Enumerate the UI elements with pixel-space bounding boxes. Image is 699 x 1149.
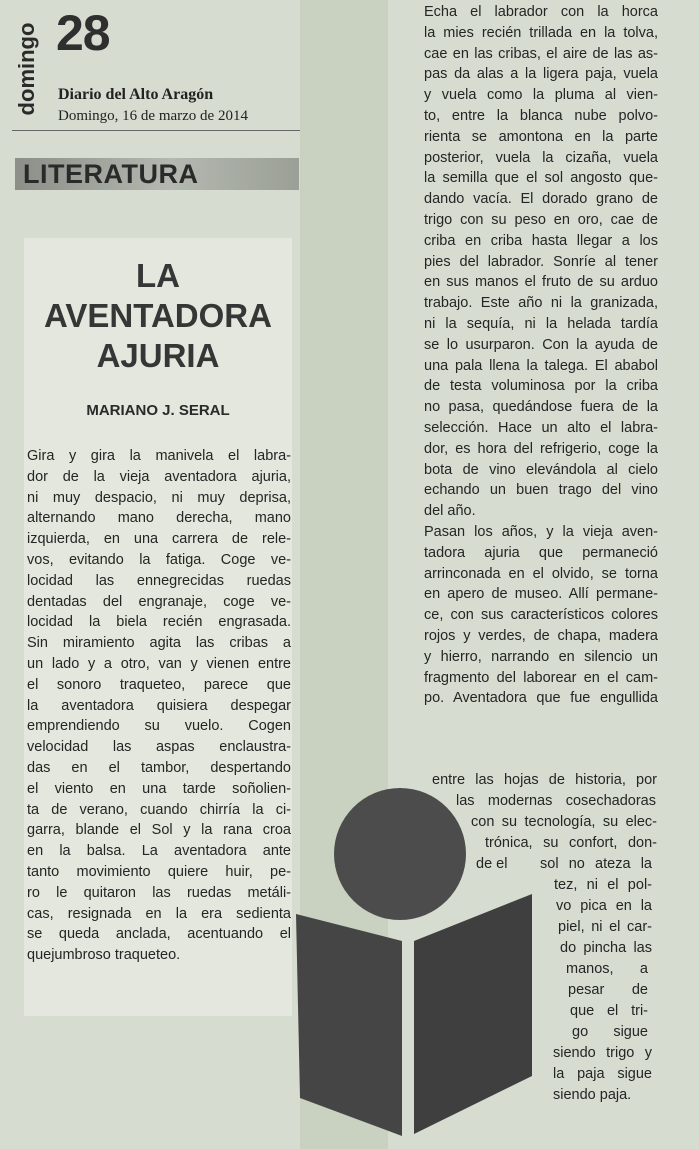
text-line: emprendiendo su vuelo. Cogen — [27, 718, 291, 735]
text-line: rojos y verdes, de chapa, madera — [424, 627, 658, 644]
title-line: AVENTADORA — [44, 297, 272, 334]
text-line: arrinconada en el olvido, se torna — [424, 565, 658, 582]
text-line: do pincha las — [560, 940, 652, 956]
text-line: se lo usurparon. Con la ayuda de — [424, 336, 658, 353]
text-line: siendo trigo y — [553, 1045, 652, 1061]
article-body-left — [27, 446, 291, 966]
text-line: selección. Hace un alto el labra- — [424, 419, 658, 436]
title-line: AJURIA — [96, 337, 220, 374]
text-line: rienta se amontona en la parte — [424, 128, 658, 145]
text-line: siendo paja. — [553, 1087, 632, 1103]
text-line: de testa voluminosa por la criba — [424, 378, 658, 395]
text-line: piel, ni el car- — [558, 919, 652, 935]
text-line: dor, es hora del refrigerio, coge la — [424, 440, 658, 457]
text-line: tez, ni el pol- — [554, 877, 652, 893]
text-line: tadora ajuria que permaneció — [424, 544, 658, 561]
text-line: tanto movimiento quiere huir, pe- — [27, 863, 291, 880]
text-line: y hierro, narrando en silencio un — [424, 648, 658, 665]
text-line: dando vacía. El dorado grano de — [424, 191, 658, 208]
title-line: LA — [136, 257, 180, 294]
text-line: ta de verano, cuando chirría la ci- — [27, 801, 291, 818]
text-line: ro le quitaron las ruedas metáli- — [27, 884, 291, 901]
text-line: alternando mano derecha, mano — [27, 510, 291, 527]
text-line: izquierda, en una carrera de rele- — [27, 531, 291, 548]
book-right-page — [414, 894, 532, 1134]
text-line: la mies recién trillada en la tolva, — [424, 24, 658, 41]
text-line: manos, a — [566, 961, 648, 977]
header-divider — [12, 130, 300, 131]
text-line: cae en las cribas, el aire de las as- — [424, 45, 658, 62]
text-line: trigo con su peso en oro, cae de — [424, 211, 658, 228]
text-line: trónica, su confort, don- — [485, 835, 657, 851]
text-line: locidad las ennegrecidas ruedas — [27, 572, 291, 589]
text-line: no pasa, quedándose fuera de la — [424, 399, 658, 416]
book-left-page — [296, 914, 402, 1136]
text-line: fragmento del laborear en el cam- — [424, 669, 658, 686]
text-line: las modernas cosechadoras — [456, 793, 656, 809]
text-line: Sin miramiento agita las cribas a — [27, 635, 291, 652]
text-line: con su tecnología, su elec- — [471, 814, 657, 830]
text-line: Pasan los años, y la vieja aven- — [424, 523, 658, 540]
text-line: la aventadora quisiera despegar — [27, 697, 291, 714]
section-label: LITERATURA — [23, 159, 199, 189]
text-line: entre las hojas de historia, por — [432, 772, 657, 788]
text-line: vo pica en la — [556, 898, 652, 914]
text-line: locidad la biela recién engrasada. — [27, 614, 291, 631]
day-number: 28 — [56, 5, 110, 61]
day-label: domingo — [14, 22, 39, 116]
text-line: y vuela como la pluma al vien- — [424, 87, 658, 104]
text-line: Gira y gira la manivela el labra- — [27, 448, 291, 464]
text-line: cas, resignada en la era sedienta — [27, 905, 291, 922]
text-line: en sus manos el fruto de su arduo — [424, 274, 658, 291]
article-title — [24, 256, 292, 376]
text-line: posterior, vuela la cizaña, vuela — [424, 149, 658, 166]
text-line: se queda anclada, acentuando el — [27, 926, 291, 943]
newspaper-name: Diario del Alto Aragón — [58, 86, 214, 103]
text-line: Echa el labrador con la horca — [424, 4, 658, 20]
text-line: ce, con sus característicos colores — [424, 607, 658, 624]
text-line: sol no ateza la — [540, 856, 652, 872]
text-line: po. Aventadora que fue engullida — [424, 690, 658, 707]
publication-date: Domingo, 16 de marzo de 2014 — [58, 108, 248, 124]
text-line: un lado y a otro, van y vienen entre — [27, 655, 291, 672]
text-line: del año. — [424, 503, 476, 520]
text-line: quejumbroso traqueteo. — [27, 947, 181, 964]
text-line: el sonoro traqueteo, parece que — [27, 676, 291, 693]
text-line: bota de vino elevándola al cielo — [424, 461, 658, 478]
text-line: en la balsa. La aventadora ante — [27, 843, 291, 860]
text-line: que el tri- — [570, 1003, 648, 1019]
text-line: una pala llena la talega. El ababol — [424, 357, 658, 374]
sun-circle — [334, 788, 466, 920]
text-line: dor de la vieja aventadora ajuria, — [27, 468, 291, 485]
text-line: de el — [476, 856, 508, 872]
open-book-illustration — [292, 786, 542, 1136]
text-line: la paja sigue — [553, 1066, 652, 1082]
text-line: go sigue — [572, 1024, 648, 1040]
text-line: vos, evitando la fatiga. Coge ve- — [27, 551, 291, 568]
text-line: pesar de — [568, 982, 648, 998]
text-line: el viento en una tarde soñolien- — [27, 780, 291, 797]
article-author: MARIANO J. SERAL — [86, 402, 230, 419]
text-line: garra, blande el Sol y la rana croa — [27, 822, 291, 839]
text-line: ni muy despacio, ni muy deprisa, — [27, 489, 291, 506]
text-line: das en el tambor, despertando — [27, 759, 291, 776]
text-line: trabajo. Este año ni la granizada, — [424, 295, 658, 312]
text-line: dentadas del engranaje, coge ve- — [27, 593, 291, 610]
text-line: velocidad las aspas enclaustra- — [27, 739, 291, 756]
text-line: pies del labrador. Sonríe al tener — [424, 253, 658, 270]
text-line: la semilla que el sol angosto que- — [424, 170, 658, 187]
text-line: criba en criba hasta llegar a los — [424, 232, 658, 249]
text-line: ni la sequía, ni la helada tardía — [424, 315, 658, 332]
text-line: pas da alas a la ligera paja, vuela — [424, 66, 658, 83]
text-line: to, entre la blanca nube polvo- — [424, 107, 658, 124]
section-banner — [15, 158, 299, 190]
text-line: en apero de museo. Allí permane- — [424, 586, 658, 603]
article-body-right — [424, 2, 658, 709]
text-line: echando un buen trago del vino — [424, 482, 658, 499]
